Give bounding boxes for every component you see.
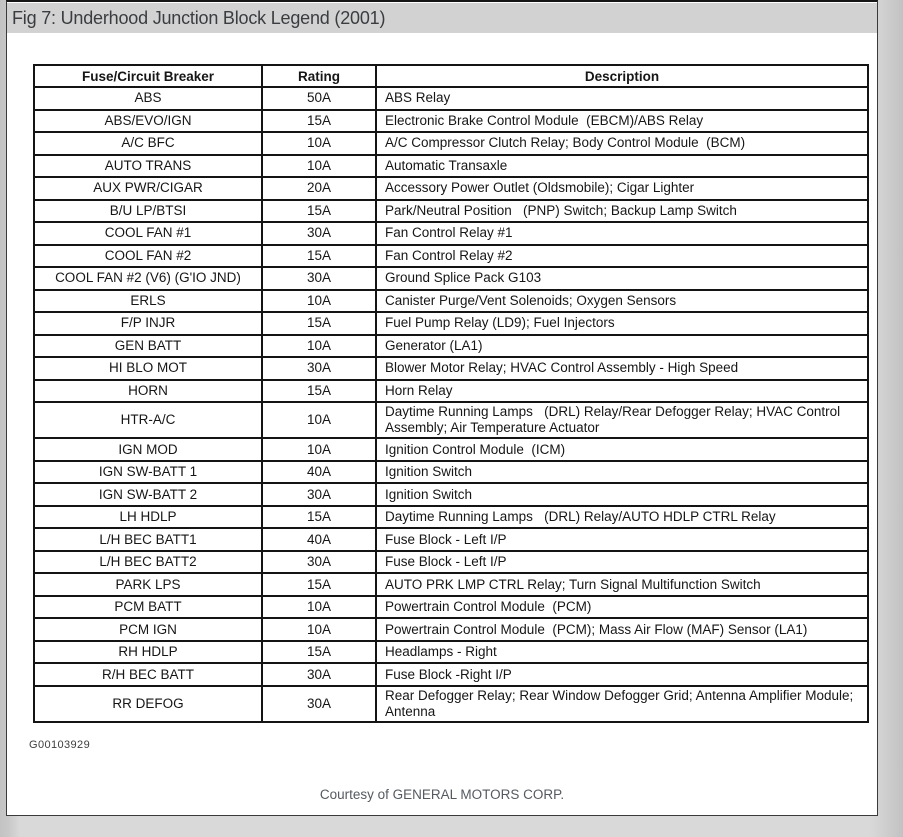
table-row <box>34 335 868 358</box>
fuse-name-cell: COOL FAN #2 <box>34 245 262 268</box>
rating-cell: 40A <box>262 461 376 484</box>
fuse-name-cell: ABS/EVO/IGN <box>34 110 262 133</box>
rating-cell: 30A <box>262 686 376 722</box>
table-row <box>34 245 868 268</box>
description-cell: Horn Relay <box>376 380 868 403</box>
description-cell: Generator (LA1) <box>376 335 868 358</box>
description-cell: Park/Neutral Position (PNP) Switch; Backup Lamp Switch <box>376 200 868 223</box>
fuse-table-header <box>34 65 868 87</box>
description-cell: Rear Defogger Relay; Rear Window Defogger Grid; Antenna Amplifier Module; Antenna <box>376 686 868 722</box>
fuse-name-cell: PCM IGN <box>34 618 262 641</box>
fuse-name-cell: RR DEFOG <box>34 686 262 722</box>
description-cell: Fan Control Relay #1 <box>376 222 868 245</box>
description-cell: Fuse Block - Left I/P <box>376 551 868 574</box>
description-cell: AUTO PRK LMP CTRL Relay; Turn Signal Multifunction Switch <box>376 573 868 596</box>
rating-cell: 30A <box>262 267 376 290</box>
fuse-name-cell: GEN BATT <box>34 335 262 358</box>
column-header-fuse: Fuse/Circuit Breaker <box>34 65 262 87</box>
rating-cell: 30A <box>262 483 376 506</box>
description-cell: Fuse Block - Left I/P <box>376 528 868 551</box>
fuse-name-cell: HORN <box>34 380 262 403</box>
table-row <box>34 461 868 484</box>
table-row <box>34 618 868 641</box>
fuse-name-cell: R/H BEC BATT <box>34 663 262 686</box>
rating-cell: 30A <box>262 551 376 574</box>
column-header-rating: Rating <box>262 65 376 87</box>
table-row <box>34 290 868 313</box>
figure-title: Fig 7: Underhood Junction Block Legend (2001) <box>12 8 386 28</box>
table-row <box>34 222 868 245</box>
fuse-legend-table <box>33 64 869 723</box>
header-row <box>34 65 868 87</box>
description-cell: Daytime Running Lamps (DRL) Relay/Rear Defogger Relay; HVAC Control Assembly; Air Temperature Actuator <box>376 402 868 438</box>
rating-cell: 15A <box>262 245 376 268</box>
rating-cell: 15A <box>262 200 376 223</box>
rating-cell: 10A <box>262 290 376 313</box>
rating-cell: 10A <box>262 402 376 438</box>
table-row <box>34 267 868 290</box>
fuse-name-cell: IGN SW-BATT 1 <box>34 461 262 484</box>
table-row <box>34 641 868 664</box>
table-row <box>34 663 868 686</box>
fuse-name-cell: RH HDLP <box>34 641 262 664</box>
table-row <box>34 380 868 403</box>
description-cell: Fan Control Relay #2 <box>376 245 868 268</box>
fuse-name-cell: HI BLO MOT <box>34 357 262 380</box>
fuse-name-cell: ABS <box>34 87 262 110</box>
rating-cell: 30A <box>262 663 376 686</box>
description-cell: Powertrain Control Module (PCM) <box>376 596 868 619</box>
table-row <box>34 155 868 178</box>
table-row <box>34 200 868 223</box>
fuse-name-cell: ERLS <box>34 290 262 313</box>
fuse-name-cell: PCM BATT <box>34 596 262 619</box>
table-row <box>34 87 868 110</box>
table-row <box>34 110 868 133</box>
rating-cell: 15A <box>262 641 376 664</box>
table-row <box>34 312 868 335</box>
fuse-name-cell: COOL FAN #2 (V6) (G'IO JND) <box>34 267 262 290</box>
description-cell: Ignition Control Module (ICM) <box>376 438 868 461</box>
rating-cell: 10A <box>262 618 376 641</box>
description-cell: Canister Purge/Vent Solenoids; Oxygen Sensors <box>376 290 868 313</box>
fuse-name-cell: PARK LPS <box>34 573 262 596</box>
description-cell: Automatic Transaxle <box>376 155 868 178</box>
description-cell: Accessory Power Outlet (Oldsmobile); Cigar Lighter <box>376 177 868 200</box>
fuse-name-cell: HTR-A/C <box>34 402 262 438</box>
description-cell: Powertrain Control Module (PCM); Mass Air Flow (MAF) Sensor (LA1) <box>376 618 868 641</box>
description-cell: A/C Compressor Clutch Relay; Body Control Module (BCM) <box>376 132 868 155</box>
description-cell: Daytime Running Lamps (DRL) Relay/AUTO HDLP CTRL Relay <box>376 506 868 529</box>
description-cell: Blower Motor Relay; HVAC Control Assembly - High Speed <box>376 357 868 380</box>
fuse-name-cell: IGN SW-BATT 2 <box>34 483 262 506</box>
description-cell: ABS Relay <box>376 87 868 110</box>
fuse-name-cell: LH HDLP <box>34 506 262 529</box>
table-row <box>34 596 868 619</box>
figure-title-bar <box>7 3 877 33</box>
rating-cell: 15A <box>262 380 376 403</box>
table-row <box>34 177 868 200</box>
table-row <box>34 686 868 722</box>
rating-cell: 10A <box>262 335 376 358</box>
fuse-name-cell: IGN MOD <box>34 438 262 461</box>
rating-cell: 10A <box>262 596 376 619</box>
table-row <box>34 551 868 574</box>
column-header-description: Description <box>376 65 868 87</box>
description-cell: Electronic Brake Control Module (EBCM)/ABS Relay <box>376 110 868 133</box>
courtesy-line: Courtesy of GENERAL MOTORS CORP. <box>319 787 565 802</box>
rating-cell: 15A <box>262 110 376 133</box>
fuse-name-cell: AUX PWR/CIGAR <box>34 177 262 200</box>
table-row <box>34 573 868 596</box>
fuse-name-cell: AUTO TRANS <box>34 155 262 178</box>
table-row <box>34 506 868 529</box>
rating-cell: 10A <box>262 438 376 461</box>
table-row <box>34 402 868 438</box>
description-cell: Fuse Block -Right I/P <box>376 663 868 686</box>
table-row <box>34 483 868 506</box>
fuse-name-cell: L/H BEC BATT2 <box>34 551 262 574</box>
rating-cell: 10A <box>262 155 376 178</box>
table-row <box>34 132 868 155</box>
fuse-name-cell: F/P INJR <box>34 312 262 335</box>
fuse-name-cell: COOL FAN #1 <box>34 222 262 245</box>
description-cell: Fuel Pump Relay (LD9); Fuel Injectors <box>376 312 868 335</box>
rating-cell: 30A <box>262 222 376 245</box>
rating-cell: 30A <box>262 357 376 380</box>
description-cell: Ignition Switch <box>376 483 868 506</box>
fuse-name-cell: L/H BEC BATT1 <box>34 528 262 551</box>
figure-id: G00103929 <box>29 739 91 751</box>
table-row <box>34 438 868 461</box>
description-cell: Headlamps - Right <box>376 641 868 664</box>
document-page <box>6 0 878 816</box>
fuse-name-cell: A/C BFC <box>34 132 262 155</box>
rating-cell: 15A <box>262 573 376 596</box>
rating-cell: 10A <box>262 132 376 155</box>
rating-cell: 15A <box>262 506 376 529</box>
rating-cell: 15A <box>262 312 376 335</box>
description-cell: Ignition Switch <box>376 461 868 484</box>
fuse-table-body <box>34 87 868 722</box>
rating-cell: 20A <box>262 177 376 200</box>
rating-cell: 40A <box>262 528 376 551</box>
fuse-name-cell: B/U LP/BTSI <box>34 200 262 223</box>
rating-cell: 50A <box>262 87 376 110</box>
table-row <box>34 357 868 380</box>
table-row <box>34 528 868 551</box>
description-cell: Ground Splice Pack G103 <box>376 267 868 290</box>
